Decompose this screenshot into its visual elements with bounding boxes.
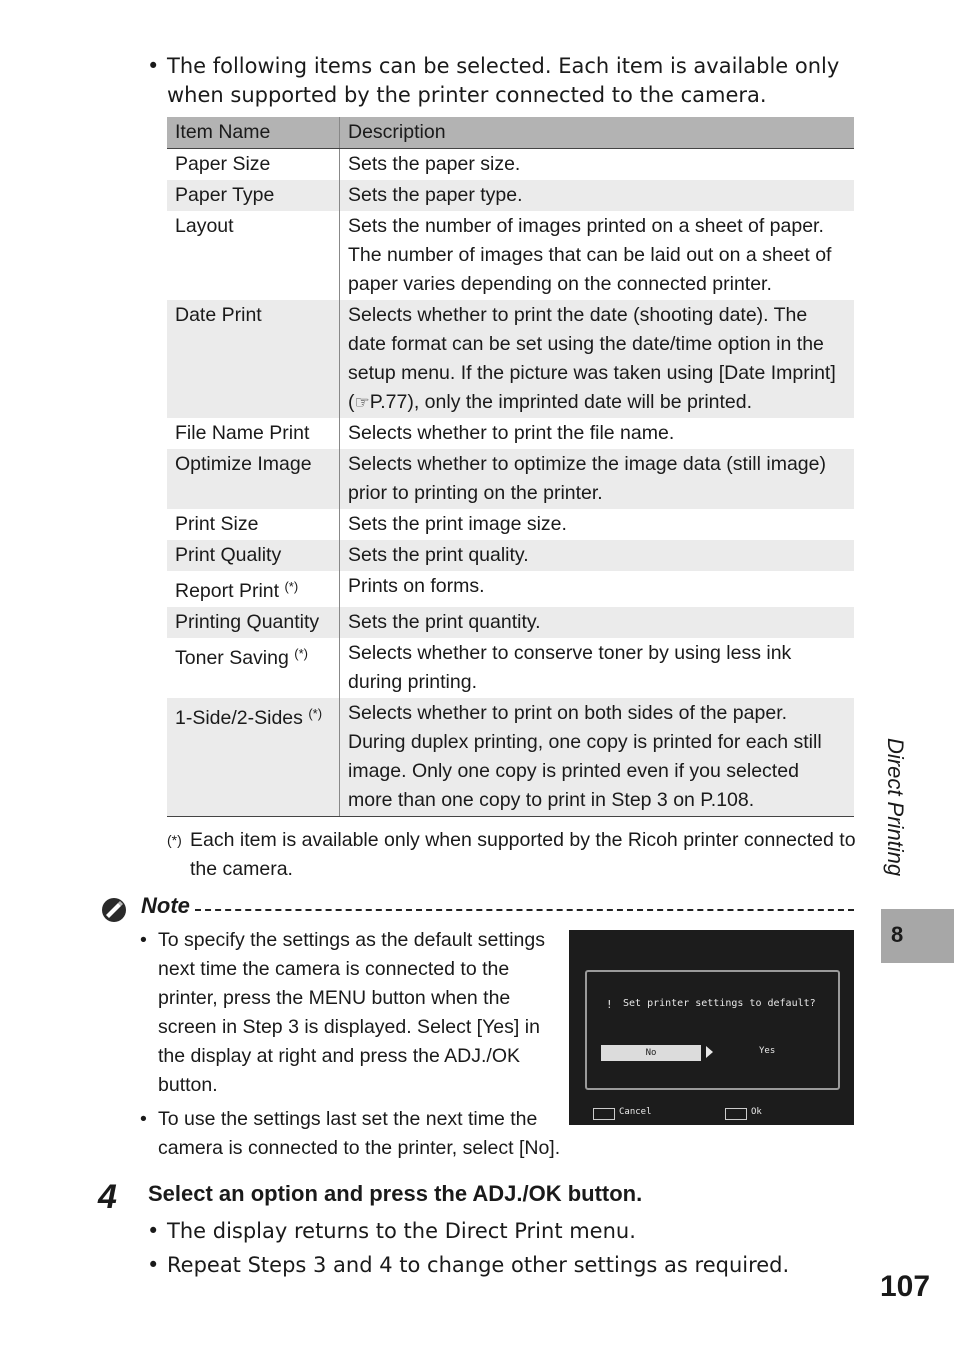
bullet: • bbox=[147, 1253, 160, 1277]
item-name: Paper Type bbox=[167, 180, 340, 211]
asterisk-mark: (*) bbox=[294, 646, 308, 661]
chapter-side-title bbox=[878, 738, 908, 893]
item-name: Report Print bbox=[175, 580, 280, 602]
note-text: To use the settings last set the next time the camera is connected to the printer, select [No]. bbox=[158, 1108, 561, 1159]
item-name: Layout bbox=[167, 211, 340, 300]
table-row bbox=[167, 418, 854, 449]
cancel-label: Cancel bbox=[619, 1107, 652, 1117]
column-header-item-name: Item Name bbox=[167, 117, 340, 149]
note-divider bbox=[195, 909, 854, 911]
camera-screen-image bbox=[569, 930, 854, 1125]
table-row bbox=[167, 698, 854, 817]
ok-label: Ok bbox=[751, 1107, 762, 1117]
item-name-cell bbox=[167, 698, 340, 817]
warning-icon: ! bbox=[606, 998, 613, 1011]
table-row bbox=[167, 638, 854, 698]
item-description: Sets the print quality. bbox=[340, 540, 855, 571]
ok-key-icon bbox=[725, 1108, 747, 1120]
item-name-cell bbox=[167, 638, 340, 698]
note-pencil-icon bbox=[100, 895, 128, 923]
note-text: To specify the settings as the default settings next time the camera is connected to the printer, press the MENU button when the screen in Step 3 is displayed. Select [Yes] in the display at right and press the ADJ./OK button. bbox=[158, 929, 545, 1096]
step-list bbox=[147, 1217, 847, 1285]
step-title: Select an option and press the ADJ./OK button. bbox=[148, 1181, 643, 1206]
asterisk-mark: (*) bbox=[308, 706, 323, 721]
item-name: Print Size bbox=[167, 509, 340, 540]
item-description: Selects whether to conserve toner by using less ink during printing. bbox=[348, 642, 792, 693]
item-name: Optimize Image bbox=[167, 449, 340, 509]
table-row bbox=[167, 180, 854, 211]
bullet: • bbox=[140, 1108, 147, 1130]
intro-paragraph bbox=[147, 52, 847, 110]
item-description: Selects whether to print the file name. bbox=[348, 422, 675, 444]
description-text: Selects whether to print the date (shooting date). The date format can be set using the date/time option in the setup menu. If the picture was taken using [Date Imprint] ( bbox=[348, 304, 836, 413]
items-table bbox=[167, 117, 854, 817]
table-row bbox=[167, 509, 854, 540]
chapter-tab bbox=[881, 909, 954, 963]
step-number: 4 bbox=[98, 1178, 117, 1216]
page-reference-text[interactable]: P.77), only the imprinted date will be printed. bbox=[369, 391, 753, 413]
table-row bbox=[167, 449, 854, 509]
note-header bbox=[100, 893, 854, 923]
item-name: 1-Side/2-Sides bbox=[175, 707, 303, 729]
menu-key-icon bbox=[593, 1108, 615, 1120]
table-row bbox=[167, 300, 854, 418]
item-name: Toner Saving bbox=[175, 647, 289, 669]
item-description: Sets the print quantity. bbox=[340, 607, 855, 638]
item-name: Print Quality bbox=[167, 540, 340, 571]
item-description: Sets the number of images printed on a sheet of paper. The number of images that can be laid out on a sheet of paper varies depending on the connected printer. bbox=[348, 215, 832, 295]
table-row bbox=[167, 571, 854, 607]
page-number: 107 bbox=[880, 1270, 931, 1303]
chapter-title-text: Direct Printing bbox=[883, 738, 908, 877]
dialog-message: Set printer settings to default? bbox=[623, 998, 816, 1009]
item-description: Selects whether to print on both sides of the paper. During duplex printing, one copy is printed for each still image. Only one copy is printed even if you selected more than one copy to print in Step 3 on P.108. bbox=[340, 698, 855, 817]
item-name-cell bbox=[167, 571, 340, 607]
page-reference-icon: ☞ bbox=[354, 393, 370, 412]
table-header-row bbox=[167, 117, 854, 149]
step-text: Repeat Steps 3 and 4 to change other settings as required. bbox=[167, 1253, 790, 1277]
table-footnote bbox=[167, 826, 857, 884]
table-row bbox=[167, 211, 854, 300]
item-name: Paper Size bbox=[167, 149, 340, 181]
footnote-text: Each item is available only when supported by the Ricoh printer connected to the camera. bbox=[190, 829, 856, 880]
note-item bbox=[140, 926, 570, 1100]
chapter-number: 8 bbox=[891, 922, 904, 947]
column-header-description: Description bbox=[340, 117, 855, 149]
list-item bbox=[147, 1217, 847, 1246]
item-description bbox=[340, 300, 855, 418]
asterisk-mark: (*) bbox=[284, 579, 299, 594]
list-item bbox=[147, 1251, 847, 1280]
note-item bbox=[140, 1105, 570, 1163]
table-row bbox=[167, 607, 854, 638]
note-list bbox=[140, 926, 570, 1168]
intro-text: The following items can be selected. Each item is available only when supported by the printer connected to the camera. bbox=[167, 54, 840, 107]
option-no: No bbox=[601, 1045, 701, 1061]
item-description: Prints on forms. bbox=[348, 575, 485, 597]
note-label: Note bbox=[141, 893, 190, 918]
table-row bbox=[167, 540, 854, 571]
table-row bbox=[167, 149, 854, 181]
bullet: • bbox=[147, 54, 160, 78]
footnote-mark: (*) bbox=[167, 832, 182, 848]
dialog-frame bbox=[585, 970, 840, 1090]
item-name: Printing Quantity bbox=[167, 607, 340, 638]
item-name: Date Print bbox=[167, 300, 340, 418]
step-text: The display returns to the Direct Print menu. bbox=[167, 1219, 636, 1243]
item-name: File Name Print bbox=[167, 418, 340, 449]
arrow-right-icon bbox=[706, 1046, 713, 1058]
bullet: • bbox=[147, 1219, 160, 1243]
bullet: • bbox=[140, 929, 147, 951]
option-yes: Yes bbox=[759, 1046, 776, 1056]
item-description: Sets the paper size. bbox=[348, 153, 521, 175]
item-description: Sets the print image size. bbox=[348, 513, 567, 535]
item-description: Sets the paper type. bbox=[340, 180, 855, 211]
item-description: Selects whether to optimize the image data (still image) prior to printing on the printer. bbox=[340, 449, 855, 509]
